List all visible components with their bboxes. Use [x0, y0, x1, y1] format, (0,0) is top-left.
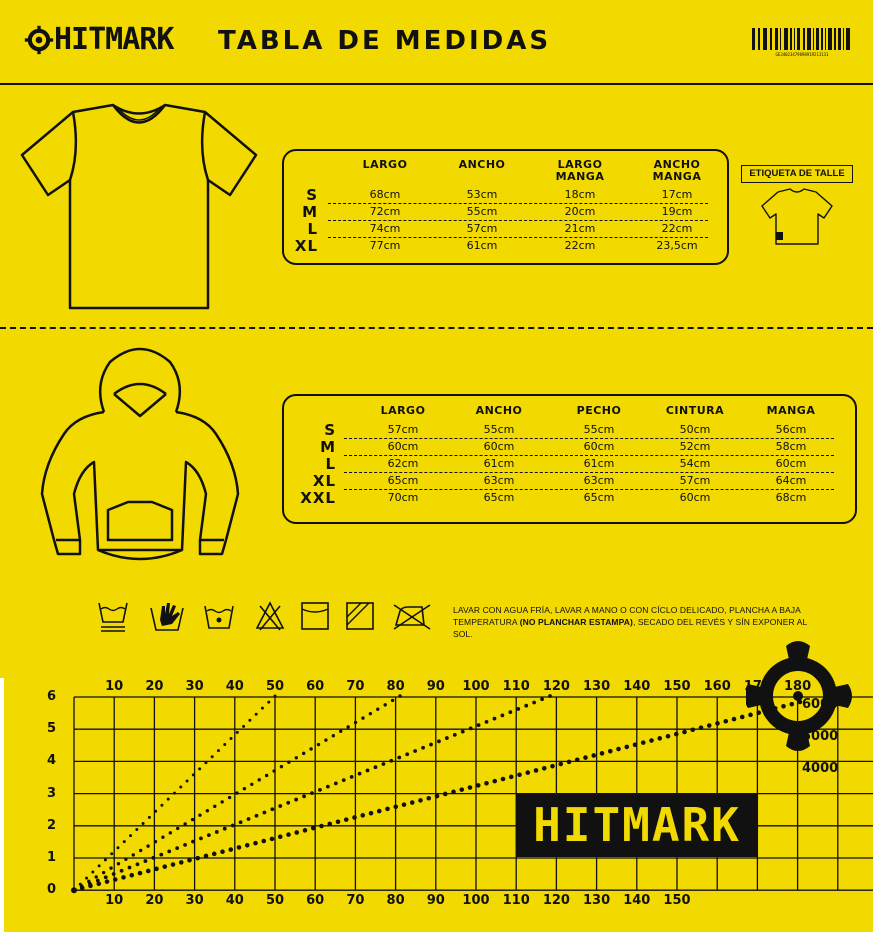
- guide-dot: [144, 859, 148, 863]
- guide-dot: [311, 826, 316, 831]
- guide-dot: [435, 794, 440, 799]
- guide-dot: [453, 733, 457, 737]
- left-tick-label: 0: [46, 882, 56, 898]
- guide-dot: [105, 879, 110, 884]
- guide-dot: [327, 822, 332, 827]
- guide-dot: [410, 800, 415, 805]
- guide-dot: [366, 769, 370, 773]
- guide-dot: [374, 765, 378, 769]
- guide-dot: [542, 766, 547, 771]
- guide-dot: [393, 804, 398, 809]
- guide-dot: [88, 884, 93, 889]
- guide-dot: [96, 881, 101, 886]
- guide-dot: [159, 853, 163, 857]
- guide-dot: [508, 710, 512, 714]
- guide-dot: [154, 810, 157, 813]
- bottom-tick-label: 50: [265, 893, 285, 908]
- top-tick-label: 110: [502, 679, 530, 694]
- guide-dot: [146, 869, 151, 874]
- guide-dot: [212, 852, 217, 857]
- guide-dot: [616, 747, 621, 752]
- guide-dot: [548, 694, 552, 698]
- guide-dot: [517, 772, 522, 777]
- guide-dot: [294, 798, 298, 802]
- top-tick-label: 70: [346, 679, 365, 694]
- table-row: M 60cm 60cm 60cm 52cm 58cm: [320, 438, 807, 456]
- guide-dot: [309, 747, 312, 750]
- guide-dot: [402, 802, 407, 807]
- guide-dot: [245, 843, 250, 848]
- guide-dot: [123, 840, 126, 843]
- guide-dot: [360, 813, 365, 818]
- guide-dot: [148, 816, 151, 819]
- guide-dot: [204, 761, 207, 764]
- guide-dot: [146, 844, 149, 847]
- bottom-tick-label: 60: [306, 893, 325, 908]
- top-tick-label: 10: [105, 679, 124, 694]
- top-tick-label: 160: [703, 679, 731, 694]
- guide-dot: [235, 791, 238, 794]
- right-tick-label: 4000: [802, 761, 839, 776]
- guide-dot: [231, 824, 235, 828]
- guide-dot: [109, 866, 112, 869]
- guide-dot: [112, 872, 116, 876]
- guide-dot: [253, 841, 258, 846]
- guide-dot: [154, 840, 157, 843]
- section-divider: [0, 327, 873, 329]
- guide-dot: [248, 719, 251, 722]
- guide-dot: [110, 852, 113, 855]
- guide-dot: [354, 721, 357, 724]
- guide-dot: [699, 725, 704, 730]
- guide-dot: [459, 787, 464, 792]
- guide-dot: [469, 726, 473, 730]
- guide-dot: [426, 796, 431, 801]
- brand-block-text: HITMARK: [533, 798, 741, 852]
- guide-dot: [138, 871, 143, 876]
- guide-dot: [215, 830, 219, 834]
- guide-dot: [608, 749, 613, 754]
- guide-dot: [443, 792, 448, 797]
- guide-dot: [287, 761, 290, 764]
- guide-dot: [113, 877, 118, 882]
- guide-dot: [176, 827, 179, 830]
- guide-dot: [139, 849, 142, 852]
- guide-dot: [326, 785, 330, 789]
- guide-dot: [179, 786, 182, 789]
- guide-dot: [421, 746, 425, 750]
- guide-dot: [385, 807, 390, 812]
- guide-dot: [591, 753, 596, 758]
- guide-dot: [243, 787, 246, 790]
- left-tick-label: 6: [46, 689, 56, 704]
- hoodie-col-header: PECHO: [576, 404, 622, 417]
- guide-dot: [270, 837, 275, 842]
- guide-dot: [261, 839, 266, 844]
- top-tick-label: 90: [426, 679, 445, 694]
- top-tick-label: 20: [145, 679, 164, 694]
- guide-dot: [674, 732, 679, 737]
- table-row: XL 65cm 63cm 63cm 57cm 64cm: [312, 472, 807, 490]
- guide-dot: [117, 862, 120, 865]
- guide-dot: [501, 777, 506, 782]
- guide-dot: [175, 846, 179, 850]
- guide-dot: [211, 755, 214, 758]
- guide-dot: [485, 720, 489, 724]
- guide-dot: [263, 811, 267, 815]
- guide-dot: [223, 827, 227, 831]
- table-row: S 68cm 53cm 18cm 17cm: [306, 186, 693, 204]
- bottom-tick-label: 110: [502, 893, 530, 908]
- guide-dot: [657, 736, 662, 741]
- guide-dot: [397, 756, 401, 760]
- barcode-icon: [752, 28, 850, 50]
- guide-dot: [198, 813, 201, 816]
- guide-dot: [398, 694, 401, 697]
- guide-dot: [649, 738, 654, 743]
- guide-dot: [186, 779, 189, 782]
- table-row: L 74cm 57cm 21cm 22cm: [307, 220, 693, 238]
- guide-dot: [715, 721, 720, 726]
- guide-dot: [213, 805, 216, 808]
- guide-dot: [104, 875, 108, 879]
- guide-dot: [204, 854, 209, 859]
- tshirt-col-header: ANCHO: [458, 158, 506, 171]
- guide-dot: [310, 791, 314, 795]
- hoodie-col-header: MANGA: [766, 404, 816, 417]
- brand-block: [516, 793, 758, 857]
- guide-dot: [160, 804, 163, 807]
- guide-dot: [135, 828, 138, 831]
- no-iron-icon: [392, 601, 432, 631]
- guide-dot: [492, 779, 497, 784]
- guide-dot: [361, 716, 364, 719]
- guide-dot: [167, 849, 171, 853]
- top-tick-label: 150: [663, 679, 691, 694]
- guide-dot: [255, 814, 259, 818]
- bottom-tick-label: 120: [542, 893, 570, 908]
- guide-dot: [509, 775, 514, 780]
- guide-dot: [261, 707, 264, 710]
- guide-dot: [220, 849, 225, 854]
- header-divider: [0, 83, 873, 85]
- left-tick-label: 4: [46, 753, 56, 769]
- guide-dot: [690, 728, 695, 733]
- guide-dot: [192, 773, 195, 776]
- guide-dot: [350, 775, 354, 779]
- guide-dot: [278, 834, 283, 839]
- guide-dot: [707, 723, 712, 728]
- guide-dot: [633, 742, 638, 747]
- guide-dot: [342, 778, 346, 782]
- wash-delicate-icon: [202, 600, 236, 634]
- guide-dot: [167, 798, 170, 801]
- guide-dot: [666, 734, 671, 739]
- guide-dot: [136, 862, 140, 866]
- guide-dot: [187, 858, 192, 863]
- guide-dot: [369, 811, 374, 816]
- guide-dot: [120, 869, 124, 873]
- guide-dot: [220, 800, 223, 803]
- guide-dot: [336, 819, 341, 824]
- table-row: S 57cm 55cm 55cm 50cm 56cm: [324, 421, 807, 439]
- guide-dot: [207, 833, 211, 837]
- guide-dot: [217, 749, 220, 752]
- right-tick-label: 6000: [802, 697, 839, 712]
- guide-dot: [302, 794, 306, 798]
- guide-dot: [493, 717, 497, 721]
- top-tick-label: 50: [265, 679, 285, 694]
- top-tick-label: 170: [743, 679, 771, 694]
- guide-dot: [102, 871, 105, 874]
- guide-dot: [124, 858, 127, 861]
- hoodie-illustration: [36, 344, 244, 572]
- guide-dot: [121, 875, 126, 880]
- guide-dot: [732, 717, 737, 722]
- guide-dot: [239, 820, 243, 824]
- table-row: XXL 70cm 65cm 65cm 60cm 68cm: [300, 489, 807, 507]
- guide-dot: [91, 870, 94, 873]
- guide-dot: [129, 834, 132, 837]
- guide-dot: [501, 714, 505, 718]
- guide-dot: [540, 697, 544, 701]
- guide-dot: [274, 695, 277, 698]
- guide-dot: [247, 817, 251, 821]
- top-tick-label: 80: [386, 679, 405, 694]
- guide-dot: [95, 875, 98, 878]
- bottom-tick-label: 80: [386, 893, 405, 908]
- right-tick-label: 5000: [802, 729, 839, 744]
- guide-dot: [437, 739, 441, 743]
- guide-dot: [534, 768, 539, 773]
- guide-dot: [142, 822, 145, 825]
- guide-dot: [376, 708, 379, 711]
- guide-dot: [723, 719, 728, 724]
- guide-dot: [352, 815, 357, 820]
- guide-dot: [383, 703, 386, 706]
- guide-dot: [319, 824, 324, 829]
- guide-dot: [295, 756, 298, 759]
- guide-dot: [550, 764, 555, 769]
- guide-dot: [191, 840, 195, 844]
- guide-dot: [80, 886, 85, 891]
- top-tick-label: 130: [583, 679, 611, 694]
- guide-dot: [171, 862, 176, 867]
- dry-shade-icon: [345, 601, 375, 631]
- guide-dot: [332, 734, 335, 737]
- guide-dot: [682, 730, 687, 735]
- guide-dot: [173, 792, 176, 795]
- size-tag-illustration: [758, 186, 836, 246]
- guide-dot: [206, 809, 209, 812]
- guide-dot: [272, 769, 275, 772]
- guide-dot: [286, 832, 291, 837]
- guide-dot: [377, 809, 382, 814]
- tumble-dry-icon: [300, 601, 330, 631]
- guide-dot: [228, 847, 233, 852]
- left-tick-label: 1: [46, 850, 56, 865]
- guide-dot: [344, 817, 349, 822]
- top-tick-label: 180: [784, 679, 812, 694]
- guide-dot: [162, 864, 167, 869]
- guide-dot: [250, 783, 253, 786]
- bottom-tick-label: 20: [145, 893, 164, 908]
- bottom-tick-label: 90: [426, 893, 445, 908]
- bottom-tick-label: 30: [185, 893, 204, 908]
- care-instructions: LAVAR CON AGUA FRÍA, LAVAR A MANO O CON CÍCLO DELICADO, PLANCHA A BAJA TEMPERATURA (NO PLANCHAR ESTAMPA), SECADO DEL REVÉS Y SÍN EXPONER AL SOL.: [453, 605, 807, 639]
- brand-logo-text: HITMARK: [54, 22, 174, 57]
- top-tick-label: 100: [462, 679, 490, 694]
- hoodie-col-header: CINTURA: [665, 404, 725, 417]
- guide-dot: [116, 846, 119, 849]
- guide-dot: [382, 762, 386, 766]
- guide-dot: [195, 856, 200, 861]
- guide-dot: [236, 731, 239, 734]
- guide-dot: [418, 798, 423, 803]
- top-tick-label: 120: [542, 679, 570, 694]
- no-bleach-icon: [254, 600, 286, 632]
- guide-dot: [278, 804, 282, 808]
- hoodie-col-header: LARGO: [380, 404, 426, 417]
- top-tick-label: 40: [225, 679, 244, 694]
- wash-cold-icon: [96, 600, 130, 634]
- guide-dot: [346, 725, 349, 728]
- guide-dot: [154, 867, 159, 872]
- guide-dot: [270, 807, 274, 811]
- guide-dot: [429, 743, 433, 747]
- table-row: M 72cm 55cm 20cm 19cm: [302, 203, 693, 221]
- guide-dot: [199, 837, 203, 841]
- guide-dot: [280, 765, 283, 768]
- guide-dot: [161, 836, 164, 839]
- guide-dot: [183, 822, 186, 825]
- top-tick-label: 140: [623, 679, 651, 694]
- guide-dot: [324, 738, 327, 741]
- left-tick-label: 5: [46, 721, 56, 737]
- tshirt-col-header: LARGO MANGA: [555, 158, 605, 183]
- crosshair-logo-icon: [24, 25, 54, 55]
- guide-dot: [98, 864, 101, 867]
- guide-dot: [179, 860, 184, 865]
- guide-dot: [104, 858, 107, 861]
- bottom-tick-label: 150: [663, 893, 691, 908]
- guide-dot: [445, 736, 449, 740]
- guide-dot: [369, 712, 372, 715]
- tshirt-illustration: [18, 100, 260, 312]
- guide-dot: [258, 778, 261, 781]
- guide-dot: [358, 772, 362, 776]
- guide-dot: [255, 713, 258, 716]
- top-tick-label: 60: [306, 679, 325, 694]
- guide-dot: [451, 790, 456, 795]
- guide-dot: [600, 751, 605, 756]
- guide-dot: [334, 781, 338, 785]
- table-row: L 62cm 61cm 61cm 54cm 60cm: [325, 455, 807, 473]
- left-tick-label: 3: [46, 785, 56, 801]
- guide-dot: [583, 755, 588, 760]
- table-row: XL 77cm 61cm 22cm 23,5cm: [294, 237, 698, 255]
- guide-dot: [267, 701, 270, 704]
- guide-dot: [575, 757, 580, 762]
- hand-wash-icon: [148, 600, 186, 634]
- guide-dot: [641, 740, 646, 745]
- guide-dot: [191, 818, 194, 821]
- guide-dot: [532, 701, 536, 705]
- guide-dot: [230, 737, 233, 740]
- guide-dot: [128, 866, 132, 870]
- guide-dot: [303, 828, 308, 833]
- guide-dot: [558, 762, 563, 767]
- guide-dot: [413, 749, 417, 753]
- guide-dot: [265, 774, 268, 777]
- guide-dot: [294, 830, 299, 835]
- guide-dot: [389, 759, 393, 763]
- guide-dot: [740, 715, 745, 720]
- bottom-tick-label: 70: [346, 893, 365, 908]
- guide-dot: [318, 788, 322, 792]
- page-title: TABLA DE MEDIDAS: [218, 26, 552, 56]
- guide-dot: [476, 783, 481, 788]
- guide-dot: [242, 725, 245, 728]
- guide-dot: [151, 856, 155, 860]
- guide-dot: [302, 752, 305, 755]
- guide-dot: [461, 730, 465, 734]
- guide-dot: [405, 752, 409, 756]
- guide-dot: [85, 877, 88, 880]
- guide-dot: [516, 707, 520, 711]
- guide-dot: [567, 760, 572, 765]
- guide-dot: [339, 730, 342, 733]
- guide-dot: [198, 767, 201, 770]
- guide-dot: [524, 704, 528, 708]
- origin-dot: [71, 887, 77, 893]
- guide-dot: [237, 845, 242, 850]
- size-tag-label: ETIQUETA DE TALLE: [741, 165, 853, 183]
- guide-dot: [624, 745, 629, 750]
- guide-dot: [477, 723, 481, 727]
- guide-dot: [169, 831, 172, 834]
- barcode-number: GE34023479898919213131: [775, 52, 829, 57]
- bottom-tick-label: 100: [462, 893, 490, 908]
- tshirt-col-header: LARGO: [362, 158, 408, 171]
- bottom-tick-label: 130: [583, 893, 611, 908]
- hoodie-col-header: ANCHO: [475, 404, 523, 417]
- guide-dot: [228, 796, 231, 799]
- guide-dot: [317, 743, 320, 746]
- top-tick-label: 30: [185, 679, 204, 694]
- guide-dot: [525, 770, 530, 775]
- bottom-tick-label: 40: [225, 893, 244, 908]
- tshirt-col-header: ANCHO MANGA: [652, 158, 702, 183]
- bottom-tick-label: 140: [623, 893, 651, 908]
- guide-dot: [286, 801, 290, 805]
- bottom-tick-label: 10: [105, 893, 124, 908]
- guide-dot: [129, 873, 134, 878]
- guide-dot: [223, 743, 226, 746]
- guide-dot: [484, 781, 489, 786]
- guide-dot: [132, 853, 135, 856]
- guide-dot: [391, 699, 394, 702]
- guide-dot: [183, 843, 187, 847]
- guide-dot: [468, 785, 473, 790]
- left-tick-label: 2: [46, 817, 56, 833]
